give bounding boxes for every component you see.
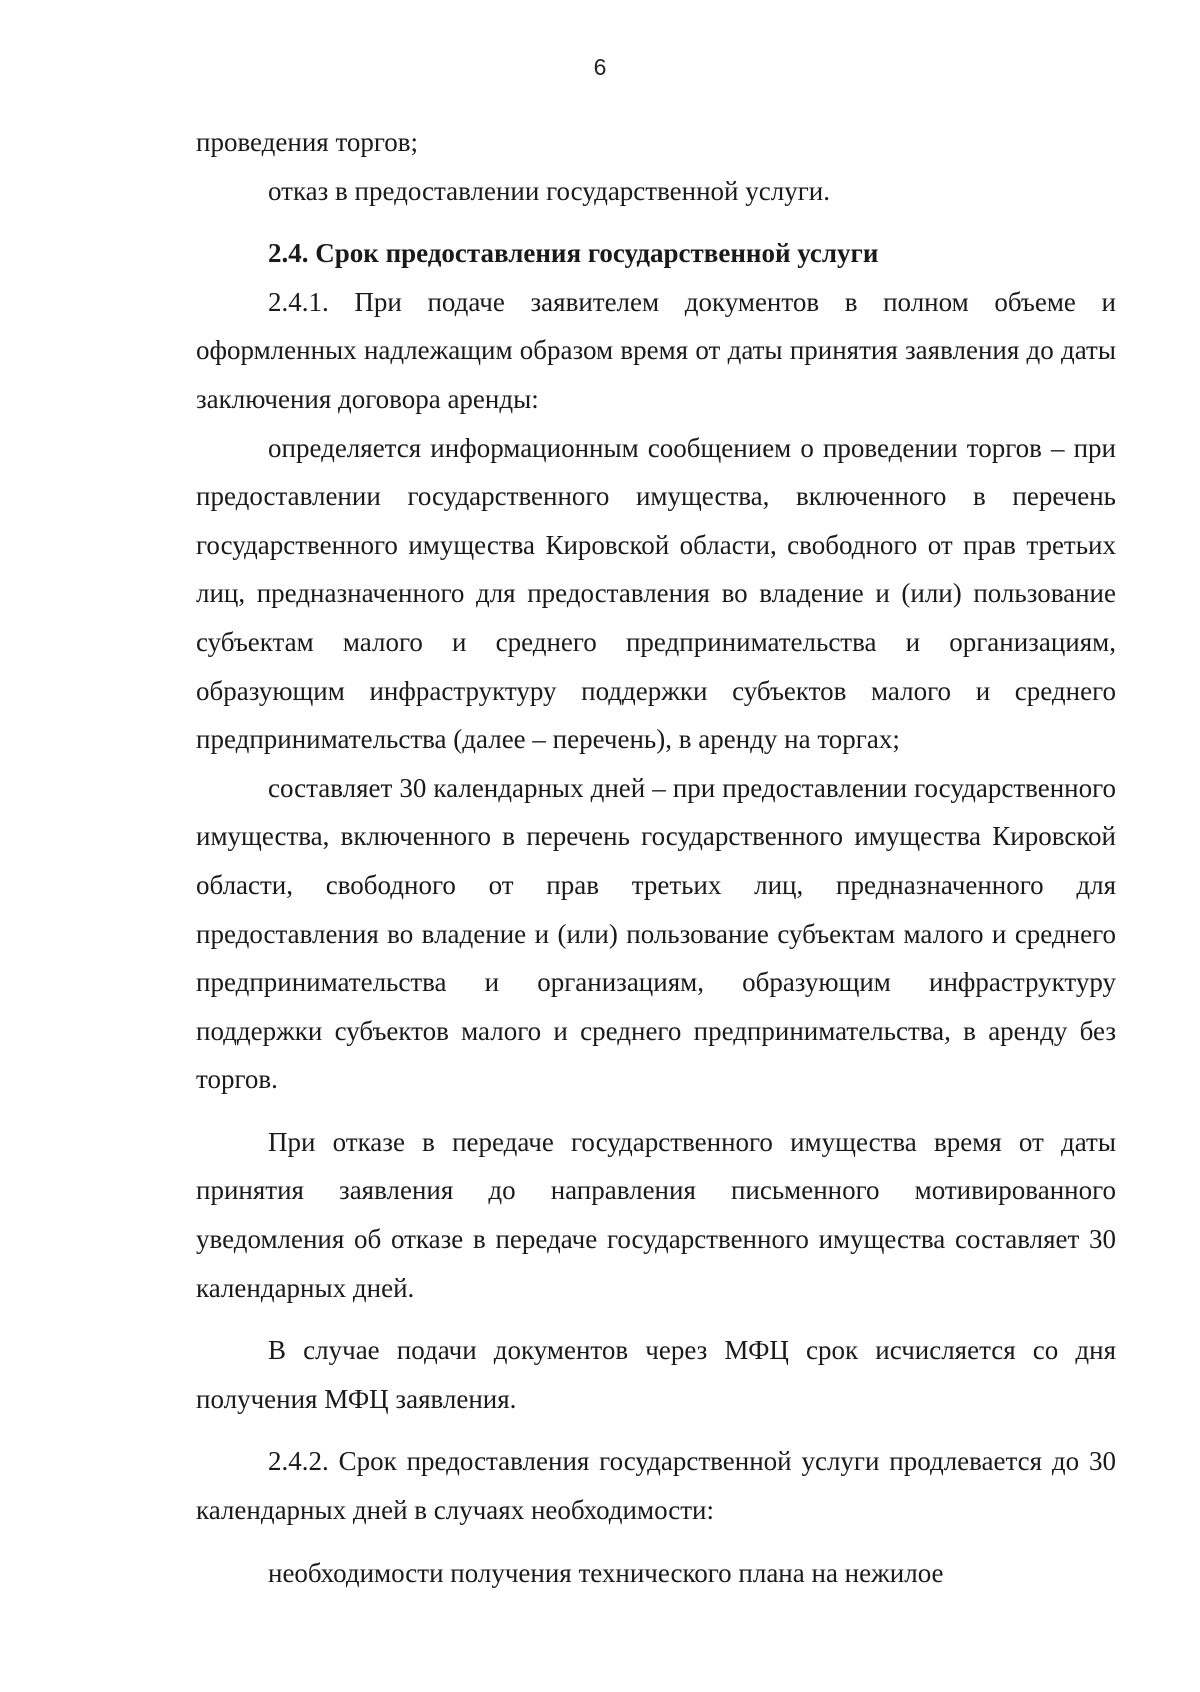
paragraph-continued: проведения торгов; bbox=[196, 127, 419, 157]
document-body bbox=[196, 118, 1116, 1597]
paragraph-30-days: составляет 30 календарных дней – при предоставлении государственного имущества, включенного в перечень государственного имущества Кировской области, свободного от прав третьих лиц, предназначенного для предоставления во владение и (или) пользование субъектам малого и среднего предпринимательства и организациям, образующим инфраструктуру поддержки субъектов малого и среднего предпринимательства, в аренду без торгов. bbox=[196, 772, 1116, 1095]
paragraph-refusal-transfer: При отказе в передаче государственного имущества время от даты принятия заявления до направления письменного мотивированного уведомления об отказе в передаче государственного имущества составляет 30 календарных дней. bbox=[196, 1126, 1116, 1303]
paragraph-2-4-2: 2.4.2. Срок предоставления государственной услуги продлевается до 30 календарных дней в случаях необходимости: bbox=[196, 1446, 1116, 1526]
paragraph-refusal: отказ в предоставлении государственной услуги. bbox=[268, 175, 830, 206]
paragraph-determined-by-notice: определяется информационным сообщением о проведении торгов – при предоставлении государственного имущества, включенного в перечень государственного имущества Кировской области, свободного от прав третьих лиц, предназначенного для предоставления во владение и (или) пользование субъектам малого и среднего предпринимательства и организациям, образующим инфраструктуру поддержки субъектов малого и среднего предпринимательства (далее – перечень), в аренду на торгах; bbox=[196, 432, 1116, 755]
paragraph-mfc: В случае подачи документов через МФЦ срок исчисляется со дня получения МФЦ заявления. bbox=[196, 1335, 1116, 1414]
paragraph-technical-plan: необходимости получения технического плана на нежилое bbox=[268, 1557, 944, 1588]
paragraph-2-4-1: 2.4.1. При подаче заявителем документов в полном объеме и оформленных надлежащим образом время от даты принятия заявления до даты заключения договора аренды: bbox=[196, 286, 1116, 414]
page-number: 6 bbox=[593, 54, 607, 80]
section-heading-2-4: 2.4. Срок предоставления государственной услуги bbox=[268, 238, 879, 269]
